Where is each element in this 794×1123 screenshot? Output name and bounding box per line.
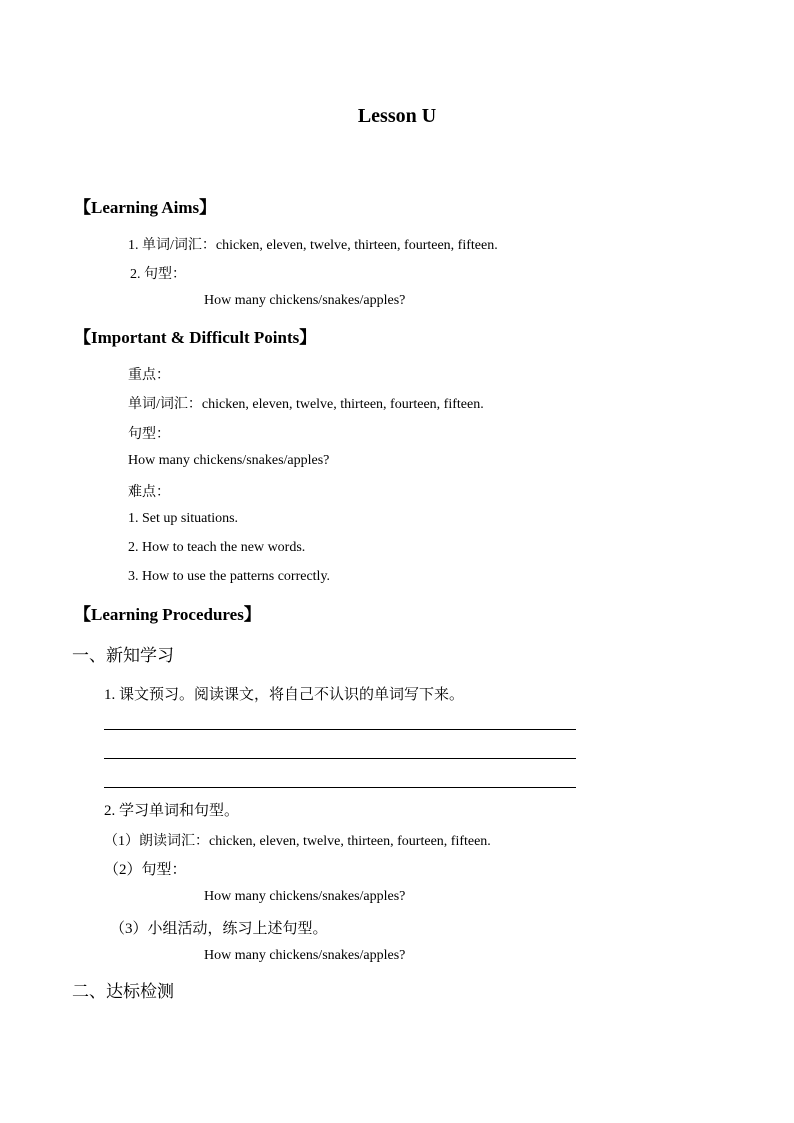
step1-preview: 1. 课文预习。阅读课文，将自己不认识的单词写下来。 [104,687,465,703]
difficult-item: 1. Set up situations. [128,511,239,526]
learning-aims-heading: 【Learning Aims】 [74,198,217,217]
step2-pattern-label: （2）句型： [104,862,187,878]
step2-group-sentence: How many chickens/snakes/apples? [204,948,406,963]
writing-line [104,787,576,788]
aims-pattern-label: 2. 句型： [130,267,186,282]
learning-procedures-heading: 【Learning Procedures】 [74,605,261,624]
difficult-item: 3. How to use the patterns correctly. [128,569,331,584]
key-vocabulary: 单词/词汇：chicken, eleven, twelve, thirteen, fourteen, fifteen. [128,397,484,412]
aims-pattern-sentence: How many chickens/snakes/apples? [204,293,406,308]
step2-study: 2. 学习单词和句型。 [104,803,240,819]
part2-title: 二、达标检测 [72,982,174,1001]
step2-group-activity: （3）小组活动，练习上述句型。 [110,921,328,937]
key-pattern-label: 句型： [128,427,170,442]
aims-vocabulary: 1. 单词/词汇：chicken, eleven, twelve, thirteen, fourteen, fifteen. [128,238,498,253]
step2-pattern-sentence: How many chickens/snakes/apples? [204,889,406,904]
difficult-points-label: 难点： [128,485,170,500]
key-points-label: 重点： [128,368,170,383]
key-pattern-sentence: How many chickens/snakes/apples? [128,453,330,468]
difficult-item: 2. How to teach the new words. [128,540,306,555]
step2-read-vocabulary: （1）朗读词汇：chicken, eleven, twelve, thirteen, fourteen, fifteen. [104,834,491,849]
important-points-heading: 【Important & Difficult Points】 [74,328,317,347]
part1-title: 一、新知学习 [72,646,174,665]
writing-line [104,729,576,730]
page-title: Lesson U [357,105,437,127]
writing-line [104,758,576,759]
